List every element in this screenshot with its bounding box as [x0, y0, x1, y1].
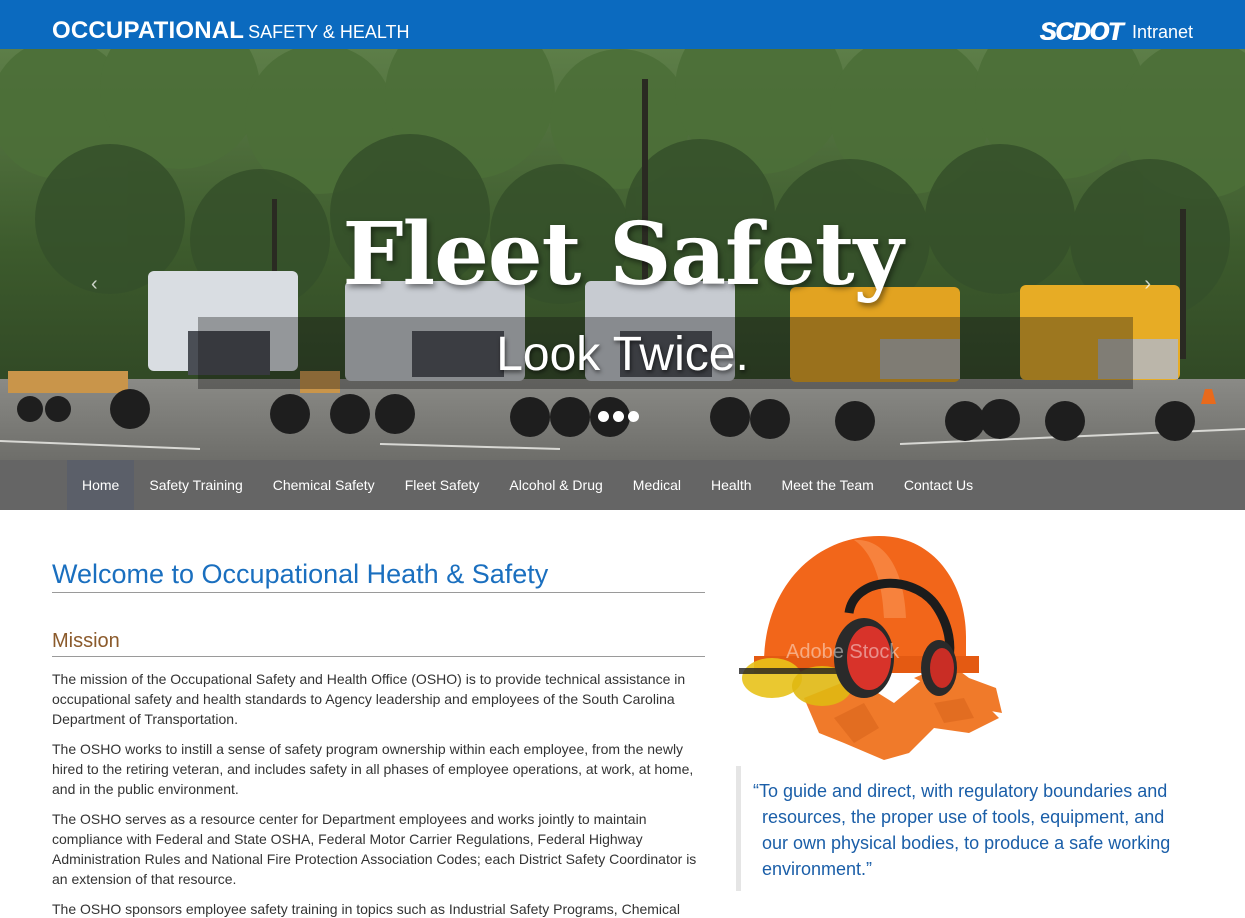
mission-text [52, 669, 697, 918]
hero-subtitle: Look Twice. [496, 328, 749, 381]
carousel-indicator[interactable] [613, 411, 624, 422]
nav-item-home[interactable]: Home [67, 460, 134, 510]
nav-item-health[interactable]: Health [711, 477, 752, 493]
mission-paragraph: The OSHO serves as a resource center for Department employees and works jointly to maintain compliance with Federal and State OSHA, Federal Motor Carrier Regulations, Federal Highway Administration Rules and National Fire Protection Association Codes; each District Safety Coordinator is an extension of that resource. [52, 811, 697, 887]
adobe-stock-watermark: Adobe Stock [786, 641, 900, 663]
carousel-indicator[interactable] [598, 411, 609, 422]
hero-title: Fleet Safety [342, 204, 903, 305]
mission-paragraph: The OSHO works to instill a sense of safety program ownership within each employee, from the newly hired to the retiring veteran, and includes safety in all phases of employee operations, at work, at home, and in the public environment. [52, 741, 694, 797]
nav-item-fleet-safety[interactable]: Fleet Safety [404, 477, 480, 493]
carousel-indicator[interactable] [628, 411, 639, 422]
site-title-strong: OCCUPATIONAL [52, 17, 245, 44]
scdot-logo: SCDOT [1039, 17, 1122, 46]
brand[interactable] [1039, 19, 1193, 45]
mission-paragraph: The OSHO sponsors employee safety training in topics such as Industrial Safety Programs, Chemical [52, 901, 680, 917]
site-title[interactable] [52, 17, 410, 45]
top-bar [0, 0, 1245, 49]
main-nav [0, 460, 1245, 510]
nav-item-safety-training[interactable]: Safety Training [149, 477, 243, 493]
safety-gear-image [734, 528, 1010, 764]
mission-quote-text: “To guide and direct, with regulatory boundaries and resources, the proper use of tools, equipment, and our own physical bodies, to produce a safe working environment.” [753, 781, 1171, 879]
nav-item-chemical-safety[interactable]: Chemical Safety [272, 477, 375, 493]
hero-carousel [0, 49, 1245, 460]
carousel-next-icon[interactable]: › [1144, 273, 1151, 295]
site-title-light: SAFETY & HEALTH [248, 22, 410, 42]
nav-item-alcohol-drug[interactable]: Alcohol & Drug [509, 477, 603, 493]
welcome-heading: Welcome to Occupational Heath & Safety [52, 559, 705, 593]
mission-heading: Mission [52, 630, 705, 657]
intranet-label: Intranet [1131, 21, 1193, 42]
carousel-indicators [598, 411, 639, 422]
nav-list [67, 460, 988, 510]
nav-item-meet-the-team[interactable]: Meet the Team [781, 477, 874, 493]
nav-item-medical[interactable]: Medical [632, 477, 682, 493]
nav-item-contact-us[interactable]: Contact Us [903, 477, 974, 493]
mission-quote [736, 766, 1186, 891]
mission-paragraph: The mission of the Occupational Safety and Health Office (OSHO) is to provide technical assistance in occupational safety and health standards to Agency leadership and employees of the South Carolina Department of Transportation. [52, 671, 686, 727]
carousel-prev-icon[interactable]: ‹ [91, 273, 98, 295]
